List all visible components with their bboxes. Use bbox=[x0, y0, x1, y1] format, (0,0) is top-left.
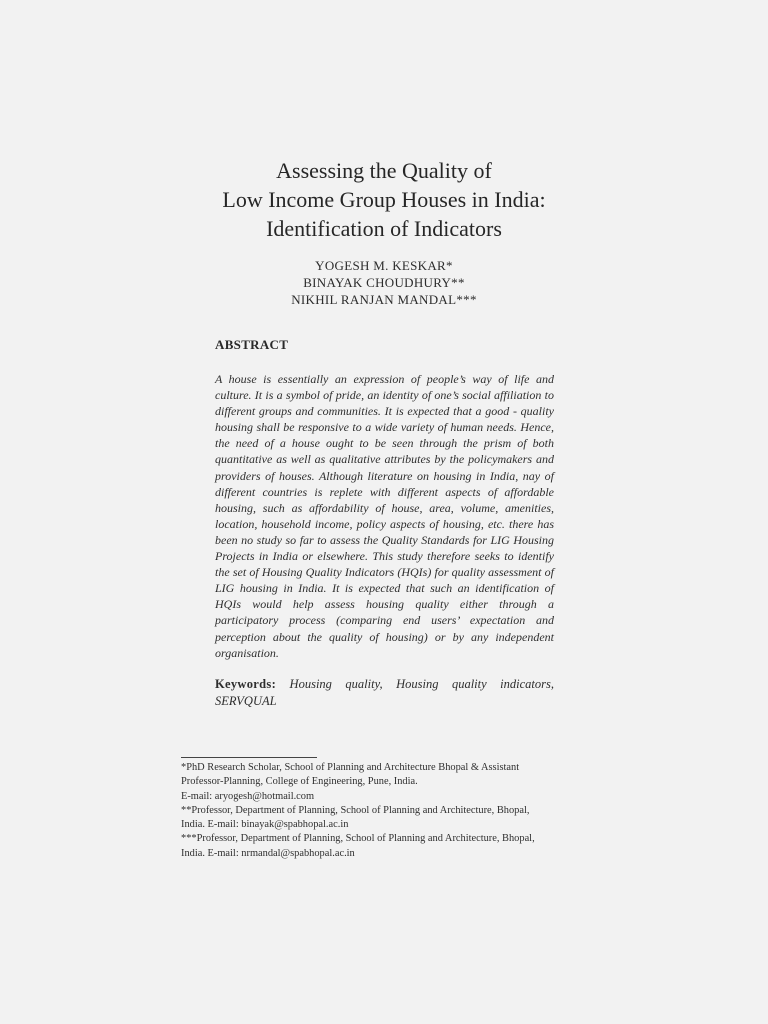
footnote-line: India. E-mail: nrmandal@spabhopal.ac.in bbox=[181, 847, 355, 859]
keywords-section bbox=[215, 676, 554, 710]
footnote-line: **Professor, Department of Planning, School of Planning and Architecture, Bhopal, bbox=[181, 804, 530, 816]
keywords-values: Housing quality, Housing quality indicators, SERVQUAL bbox=[215, 677, 555, 708]
abstract-body: A house is essentially an expression of people’s way of life and culture. It is a symbol of pride, an identity of one’s social affiliation to different groups and communities. It is expected that a good - quality housing shall be responsive to a wide variety of human needs. Hence, the need of a house ought to be seen through the prism of both quantitative as well as qualitative attributes by the policymakers and providers of houses. Although literature on housing in India, nay of different countries is replete with different aspects of affordable housing, such as affordability of house, area, volume, amenities, location, household income, policy aspects of housing, etc. there has been no study so far to assess the Quality Standards for LIG Housing Projects in India or elsewhere. This study therefore seeks to identify the set of Housing Quality Indicators (HQIs) for quality assessment of LIG housing in India. It is expected that such an identification of HQIs would help assess housing quality either through a participatory process (comparing end users’ expectation and perception about the quality of housing) or by any independent organisation. bbox=[215, 372, 554, 660]
abstract-heading: ABSTRACT bbox=[215, 337, 289, 352]
title-line-2: Low Income Group Houses in India: bbox=[222, 187, 546, 212]
author-name: BINAYAK CHOUDHURY** bbox=[303, 275, 465, 290]
keywords-label: Keywords: bbox=[215, 677, 277, 691]
footnote-line: ***Professor, Department of Planning, School of Planning and Architecture, Bhopal, bbox=[181, 833, 535, 845]
title-line-1: Assessing the Quality of bbox=[276, 158, 492, 183]
footnote-divider bbox=[181, 757, 317, 758]
author-name: YOGESH M. KESKAR* bbox=[315, 258, 453, 273]
paper-title bbox=[150, 156, 618, 243]
title-line-3: Identification of Indicators bbox=[266, 216, 502, 241]
author-list bbox=[180, 257, 588, 308]
footnote-line: E-mail: aryogesh@hotmail.com bbox=[181, 790, 315, 802]
author-name: NIKHIL RANJAN MANDAL*** bbox=[291, 292, 477, 307]
footnotes bbox=[181, 761, 591, 861]
footnote-line: Professor-Planning, College of Engineering, Pune, India. bbox=[181, 776, 418, 788]
footnote-line: India. E-mail: binayak@spabhopal.ac.in bbox=[181, 819, 349, 831]
footnote-line: *PhD Research Scholar, School of Planning and Architecture Bhopal & Assistant bbox=[181, 762, 520, 773]
